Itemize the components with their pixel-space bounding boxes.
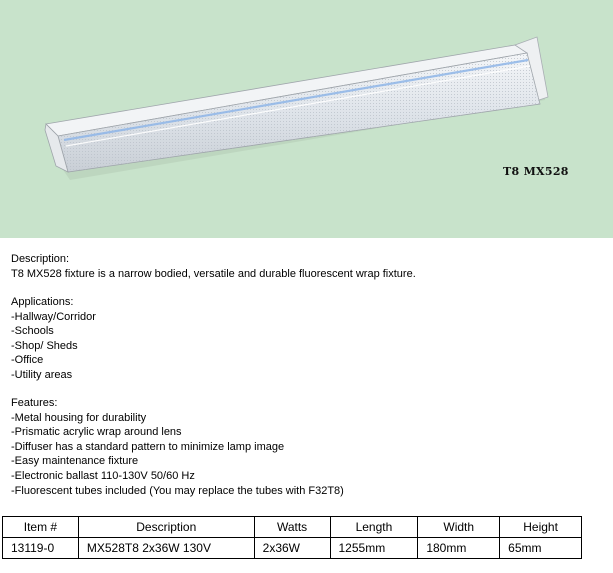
table-header-row [3, 517, 582, 538]
description-heading: Description: [11, 253, 70, 265]
list-item: -Metal housing for durability [11, 411, 147, 424]
list-item: -Electronic ballast 110-130V 50/60 Hz [11, 469, 195, 482]
column-header-width: Width [418, 517, 500, 538]
cell-height: 65mm [500, 538, 582, 559]
applications-section [11, 295, 96, 383]
list-item: -Diffuser has a standard pattern to minimize lamp image [11, 440, 285, 453]
list-item: -Easy maintenance fixture [11, 455, 139, 468]
cell-description: MX528T8 2x36W 130V [78, 538, 254, 559]
product-photo [0, 0, 613, 238]
column-header-description: Description [78, 517, 254, 538]
list-item: -Fluorescent tubes included (You may replace the tubes with F32T8) [11, 484, 344, 497]
features-section [11, 396, 344, 498]
description-section [11, 252, 416, 281]
description-text: T8 MX528 fixture is a narrow bodied, versatile and durable fluorescent wrap fixture. [11, 267, 416, 280]
cell-watts: 2x36W [254, 538, 330, 559]
list-item: -Shop/ Sheds [11, 339, 78, 352]
cell-length: 1255mm [330, 538, 418, 559]
model-label: T8 MX528 [503, 165, 569, 178]
fixture-illustration [0, 0, 613, 238]
list-item: -Prismatic acrylic wrap around lens [11, 426, 182, 439]
column-header-item: Item # [3, 517, 79, 538]
features-heading: Features: [11, 397, 58, 409]
list-item: -Office [11, 354, 44, 367]
cell-width: 180mm [418, 538, 500, 559]
list-item: -Utility areas [11, 368, 73, 381]
specs-table [2, 516, 582, 559]
column-header-height: Height [500, 517, 582, 538]
table-row [3, 538, 582, 559]
list-item: -Hallway/Corridor [11, 310, 96, 323]
column-header-length: Length [330, 517, 418, 538]
applications-heading: Applications: [11, 296, 74, 308]
list-item: -Schools [11, 325, 54, 338]
column-header-watts: Watts [254, 517, 330, 538]
cell-item: 13119-0 [3, 538, 79, 559]
